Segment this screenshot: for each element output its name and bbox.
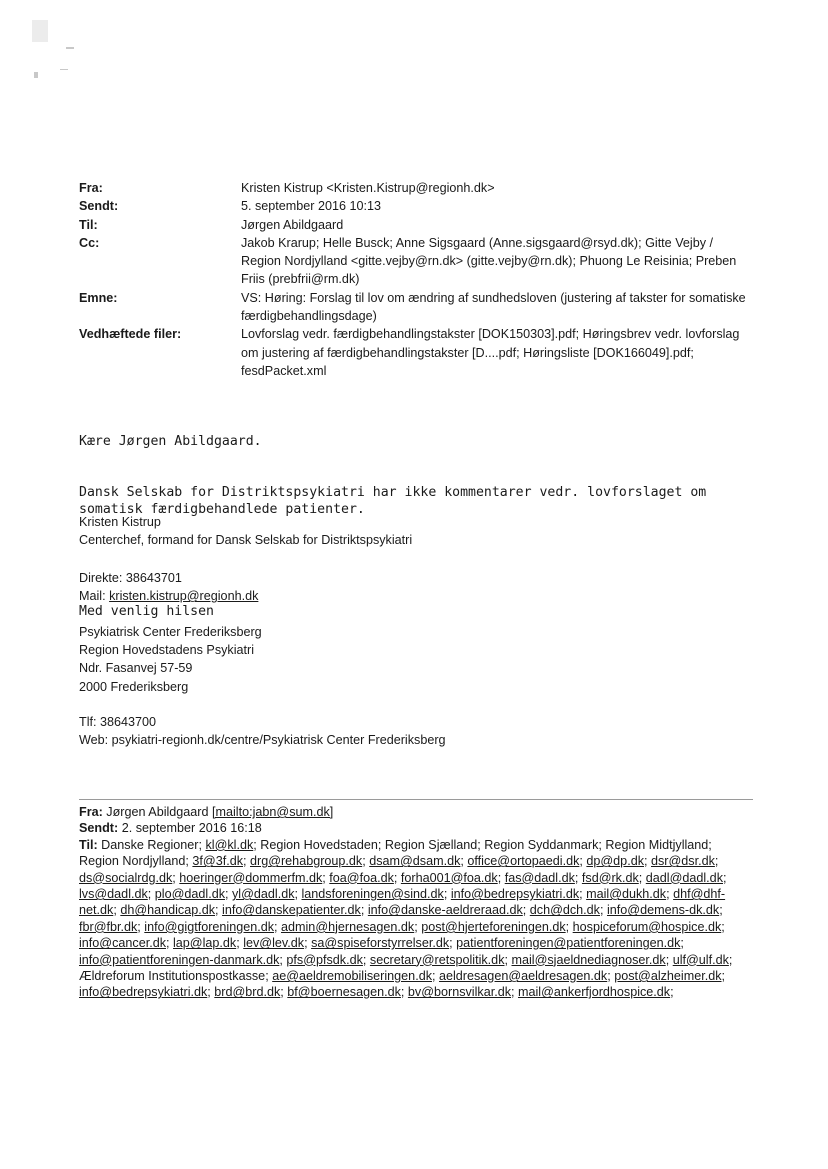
header-row-sent	[79, 197, 759, 215]
recipient-email-link[interactable]: dsam@dsam.dk	[369, 854, 461, 869]
scan-artifact	[32, 20, 48, 42]
recipient-text: ;	[565, 919, 573, 934]
recipient-text: ;	[215, 903, 223, 918]
recipient-text: ;	[443, 887, 451, 902]
header-value: 5. september 2016 10:13	[241, 199, 382, 214]
header-value: VS: Høring: Forslag til lov om ændring af sundhedsloven (justering af takster for somatiske færdigbehandlingsdage)	[241, 290, 746, 324]
recipient-email-link[interactable]: info@demens-dk.dk	[606, 903, 720, 918]
header-label: Vedhæftede filer:	[79, 327, 182, 342]
signature-name: Kristen Kistrup	[79, 515, 161, 529]
recipient-text: ;	[607, 969, 615, 984]
recipient-text: ;	[665, 952, 673, 967]
recipient-text: ;	[719, 903, 723, 918]
recipient-email-link[interactable]: bf@boernesagen.dk	[287, 985, 401, 1000]
recipient-text: ;	[279, 952, 287, 967]
recipient-email-link[interactable]: info@bedrepsykiatri.dk	[79, 985, 208, 1000]
recipient-email-link[interactable]: info@gigtforeningen.dk	[144, 919, 275, 934]
recipient-text: ;	[714, 854, 719, 869]
fwd-to-label: Til:	[79, 837, 98, 852]
recipient-text: ;	[166, 936, 173, 951]
recipient-text: ;	[243, 854, 250, 869]
recipient-text: ;	[497, 870, 505, 885]
header-value: Jørgen Abildgaard	[241, 217, 344, 232]
recipient-email-link[interactable]: lvs@dadl.dk	[79, 887, 148, 902]
recipient-email-link[interactable]: forha001@foa.dk	[400, 870, 498, 885]
scan-artifact	[34, 72, 38, 78]
email-header	[79, 179, 759, 380]
recipient-email-link[interactable]: dch@dch.dk	[529, 903, 600, 918]
recipient-text: ;	[574, 870, 582, 885]
recipient-email-link[interactable]: fsd@rk.dk	[581, 870, 639, 885]
fwd-to-text: Danske Regioner;	[101, 837, 202, 852]
recipient-text: ; Region Hovedstaden; Region Sjælland; Region Syddanmark; Region Midtjylland; Region Nordjylland;	[79, 837, 712, 869]
web: Web: psykiatri-regionh.dk/centre/Psykiatrisk Center Frederiksberg	[79, 733, 446, 748]
header-label: Emne:	[79, 290, 118, 305]
header-row-to	[79, 216, 759, 234]
greeting: Kære Jørgen Abildgaard.	[79, 434, 262, 449]
header-value: Lovforslag vedr. færdigbehandlingstakster [DOK150303].pdf; Høringsbrev vedr. lovforslag om justering af færdigbehandlingstakster [D....pdf; Høringsliste [DOK166049].pdf; fesdPacket.xml	[241, 327, 740, 378]
recipient-text: ;	[225, 887, 232, 902]
scan-artifact	[66, 47, 74, 49]
fwd-sent-label: Sendt:	[79, 821, 119, 836]
mail-label: Mail:	[79, 589, 110, 604]
recipient-email-link[interactable]: info@cancer.dk	[79, 936, 166, 951]
recipient-text: ;	[236, 936, 244, 951]
street: Ndr. Fasanvej 57-59	[79, 661, 193, 676]
recipient-email-link[interactable]: admin@hjernesagen.dk	[281, 919, 415, 934]
recipient-email-link[interactable]: yl@dadl.dk	[232, 887, 295, 902]
recipient-text: ;	[522, 903, 530, 918]
recipient-email-link[interactable]: dhf@dhf-net.dk	[79, 887, 726, 918]
fwd-from-name: Jørgen Abildgaard	[106, 805, 209, 819]
recipient-email-link[interactable]: patientforeningen@patientforeningen.dk	[456, 936, 681, 951]
forwarded-header	[79, 804, 739, 1001]
recipient-email-link[interactable]: hoeringer@dommerfm.dk	[179, 870, 323, 885]
mail-link[interactable]: kristen.kistrup@regionh.dk	[109, 589, 259, 604]
recipient-email-link[interactable]: lap@lap.dk	[173, 936, 237, 951]
recipient-email-link[interactable]: drg@rehabgroup.dk	[250, 854, 363, 869]
recipient-email-link[interactable]: landsforeningen@sind.dk	[301, 887, 444, 902]
fwd-from-mailto-link[interactable]: [mailto:jabn@sum.dk]	[212, 805, 334, 819]
recipient-email-link[interactable]: dsr@dsr.dk	[651, 854, 715, 869]
recipient-email-link[interactable]: pfs@pfsdk.dk	[286, 952, 363, 967]
recipient-text: ;	[432, 969, 439, 984]
header-label: Fra:	[79, 181, 103, 195]
recipient-text: ;	[579, 854, 587, 869]
recipient-text: ;	[294, 887, 302, 902]
signature-phone-web	[79, 713, 679, 749]
recipient-email-link[interactable]: secretary@retspolitik.dk	[369, 952, 505, 967]
recipient-email-link[interactable]: fbr@fbr.dk	[79, 919, 138, 934]
recipient-text: ;	[644, 854, 651, 869]
recipient-text: ;	[147, 887, 155, 902]
recipient-text: ;	[666, 887, 674, 902]
signature-direct: Direkte: 38643701	[79, 571, 182, 585]
recipient-email-link[interactable]: foa@foa.dk	[329, 870, 394, 885]
recipient-text: ;	[721, 969, 726, 984]
recipient-email-link[interactable]: dadl@dadl.dk	[645, 870, 723, 885]
recipient-text: ;	[207, 985, 215, 1000]
signature-contact	[79, 569, 679, 605]
recipient-text: ;	[113, 903, 121, 918]
fwd-from-row	[79, 804, 739, 820]
header-row-from	[79, 179, 759, 197]
recipient-text: ;	[362, 952, 370, 967]
recipient-text: ;	[579, 887, 587, 902]
recipient-email-link[interactable]: info@danske-aeldreraad.dk	[367, 903, 523, 918]
city: 2000 Frederiksberg	[79, 679, 189, 694]
recipient-email-link[interactable]: post@hjerteforeningen.dk	[421, 919, 566, 934]
recipient-text: ; Ældreforum Institutionspostkasse;	[79, 952, 733, 984]
recipient-email-link[interactable]: hospiceforum@hospice.dk	[572, 919, 722, 934]
header-label: Til:	[79, 217, 98, 232]
org-region: Region Hovedstadens Psykiatri	[79, 643, 255, 658]
recipient-text: ;	[723, 870, 727, 885]
recipient-text: ;	[670, 985, 674, 1000]
recipient-email-link[interactable]: mail@sjaeldnediagnoser.dk	[511, 952, 666, 967]
recipient-email-link[interactable]: brd@brd.dk	[214, 985, 281, 1000]
recipient-text: ;	[393, 870, 401, 885]
header-label: Cc:	[79, 235, 100, 250]
recipient-text: ;	[721, 919, 725, 934]
closing: Med venlig hilsen	[79, 604, 214, 619]
phone: Tlf: 38643700	[79, 715, 157, 729]
signature-mail-row	[79, 587, 679, 605]
header-row-cc	[79, 234, 759, 289]
recipient-email-link[interactable]: dp@dp.dk	[586, 854, 644, 869]
recipient-text: ;	[137, 919, 145, 934]
recipient-text: ;	[274, 919, 282, 934]
recipient-email-link[interactable]: post@alzheimer.dk	[614, 969, 722, 984]
recipient-email-link[interactable]: kl@kl.dk	[205, 837, 254, 852]
header-value: Jakob Krarup; Helle Busck; Anne Sigsgaard (Anne.sigsgaard@rsyd.dk); Gitte Vejby / Region Nordjylland <gitte.vejby@rn.dk> (gitte.vejby@rn.dk); Phuong Le Reisinia; Preben Friis (prebfrii@rm.dk)	[241, 235, 737, 287]
divider	[79, 799, 753, 800]
recipient-text: ;	[172, 870, 180, 885]
recipient-text: ;	[504, 952, 512, 967]
org-name: Psykiatrisk Center Frederiksberg	[79, 625, 262, 639]
header-row-attachments	[79, 325, 759, 380]
recipient-email-link[interactable]: aeldresagen@aeldresagen.dk	[439, 969, 608, 984]
recipient-text: ;	[304, 936, 312, 951]
recipient-email-link[interactable]: bv@bornsvilkar.dk	[407, 985, 512, 1000]
recipient-text: ;	[322, 870, 330, 885]
recipient-text: ;	[680, 936, 684, 951]
recipient-text: ;	[638, 870, 646, 885]
recipient-text: ;	[599, 903, 607, 918]
recipient-email-link[interactable]: plo@dadl.dk	[154, 887, 225, 902]
recipient-email-link[interactable]: ulf@ulf.dk	[672, 952, 729, 967]
fwd-sent-row	[79, 820, 739, 836]
recipient-text: ;	[414, 919, 422, 934]
recipient-text: ;	[511, 985, 519, 1000]
recipient-text: ;	[362, 854, 370, 869]
recipient-email-link[interactable]: info@bedrepsykiatri.dk	[450, 887, 580, 902]
recipient-email-link[interactable]: ae@aeldremobiliseringen.dk	[272, 969, 432, 984]
signature-title: Centerchef, formand for Dansk Selskab for Distriktspsykiatri	[79, 533, 413, 548]
signature-address	[79, 623, 679, 696]
body-text: Dansk Selskab for Distriktspsykiatri har ikke kommentarer vedr. lovforslaget om somatisk færdigbehandlede patienter.	[79, 485, 715, 517]
fwd-sent-value: 2. september 2016 16:18	[121, 821, 262, 836]
recipient-email-link[interactable]: 3f@3f.dk	[192, 854, 243, 869]
fwd-from-label: Fra:	[79, 805, 103, 819]
scan-artifact	[60, 69, 68, 70]
recipient-text: ;	[460, 854, 468, 869]
recipient-email-link[interactable]: sa@spiseforstyrrelser.dk	[311, 936, 450, 951]
recipient-email-link[interactable]: ds@socialrdg.dk	[79, 870, 173, 885]
header-label: Sendt:	[79, 199, 119, 214]
recipient-email-link[interactable]: dh@handicap.dk	[120, 903, 216, 918]
recipient-email-link[interactable]: info@patientforeningen-danmark.dk	[79, 952, 280, 967]
recipient-email-link[interactable]: info@danskepatienter.dk	[222, 903, 361, 918]
header-value: Kristen Kistrup <Kristen.Kistrup@regionh.dk>	[241, 181, 495, 195]
recipient-email-link[interactable]: fas@dadl.dk	[504, 870, 575, 885]
recipient-text: ;	[400, 985, 408, 1000]
fwd-to-row	[79, 837, 739, 1001]
recipient-email-link[interactable]: mail@ankerfjordhospice.dk	[518, 985, 671, 1000]
header-row-subject	[79, 289, 759, 326]
signature-name-block	[79, 513, 679, 549]
recipient-text: ;	[449, 936, 457, 951]
recipient-text: ;	[280, 985, 288, 1000]
recipient-text: ;	[360, 903, 368, 918]
recipient-email-link[interactable]: lev@lev.dk	[243, 936, 305, 951]
recipient-email-link[interactable]: mail@dukh.dk	[586, 887, 667, 902]
recipient-email-link[interactable]: office@ortopaedi.dk	[467, 854, 580, 869]
